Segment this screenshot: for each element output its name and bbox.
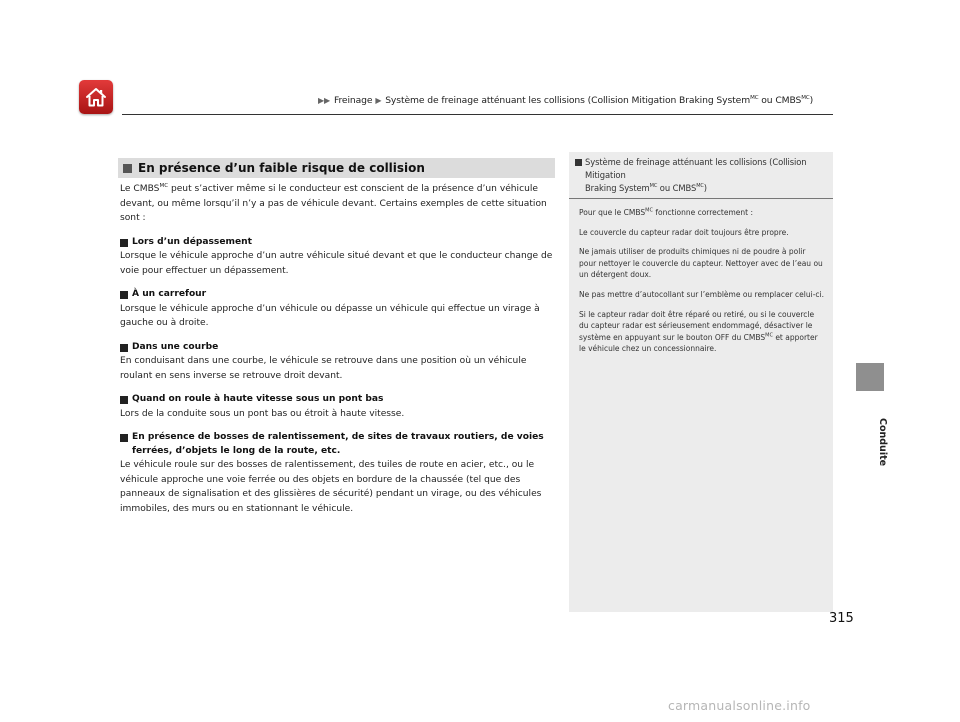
subheading-pont-bas: Quand on roule à haute vitesse sous un pont bas: [120, 393, 555, 407]
bullet-square-icon: [120, 396, 128, 404]
sidebar-note-3: Ne jamais utiliser de produits chimiques ni de poudre à polir pour nettoyer le couvercle du capteur. Nettoyer avec de l’eau ou un détergent doux.: [579, 247, 823, 280]
breadcrumb-arrow-icon: ▶▶: [318, 96, 331, 106]
subheading-depassement: Lors d’un dépassement: [120, 236, 555, 250]
subheading-courbe: Dans une courbe: [120, 341, 555, 355]
sidebar-note-2: Le couvercle du capteur radar doit toujours être propre.: [579, 227, 789, 237]
section-title-bar: [118, 158, 555, 178]
section-square-icon: [123, 164, 132, 173]
sidebar-note-5: Si le capteur radar doit être réparé ou retiré, ou si le couvercle du capteur radar est sérieusement endommagé, désactiver le système en appuyant sur le bouton OFF du $CMBS^{MC}$ et apporter le véhicule chez un concessionnaire.: [579, 309, 818, 354]
page-number: 315: [829, 611, 854, 626]
home-icon: [84, 86, 108, 108]
bullet-square-icon: [120, 239, 128, 247]
home-button[interactable]: [79, 80, 113, 114]
paragraph-courbe: En conduisant dans une courbe, le véhicule se retrouve dans une position où un véhicule roulant en sens inverse se retrouve droit devant.: [120, 356, 527, 381]
breadcrumb: [318, 95, 813, 106]
watermark-text: carmanualsonline.info: [668, 698, 811, 713]
breadcrumb-arrow-icon: ▶: [375, 96, 382, 106]
paragraph-carrefour: Lorsque le véhicule approche d’un véhicule ou dépasse un véhicule qui effectue un virage à gauche ou à droite.: [120, 303, 540, 328]
bullet-square-icon: [120, 434, 128, 442]
bullet-square-icon: [120, 344, 128, 352]
sidebar-note-panel: [569, 152, 833, 612]
main-content: [118, 158, 555, 516]
section-title: En présence d’un faible risque de collision: [138, 161, 425, 175]
chapter-tab[interactable]: [856, 363, 884, 391]
subheading-bosses: En présence de bosses de ralentissement, de sites de travaux routiers, de voies ferrées, d’objets le long de la route, etc.: [120, 431, 555, 458]
intro-paragraph: Le $CMBS^{MC}$ peut s’activer même si le conducteur est conscient de la présence d’un véhicule devant, ou même lorsqu’il n’y a pas de véhicule devant. Certains exemples de cette situation sont :: [120, 182, 547, 223]
subheading-carrefour: À un carrefour: [120, 288, 555, 302]
bullet-square-icon: [120, 291, 128, 299]
reference-marker-icon: [575, 159, 582, 166]
paragraph-bosses: Le véhicule roule sur des bosses de ralentissement, des tuiles de route en acier, etc., ou le véhicule approche une voie ferrée ou des objets en bordure de la chaussée (tel que des panneaux de signalisation et des glissières de sécurité) pendant un virage, ou des véhicules immobiles, des murs ou en stationnant le véhicule.: [120, 460, 542, 514]
breadcrumb-item-freinage[interactable]: Freinage: [333, 95, 373, 107]
breadcrumb-item-current: Système de freinage atténuant les collisions (Collision Mitigation Braking System$^{MC}$ ou $CMBS^{MC}$): [385, 95, 814, 107]
sidebar-title: Système de freinage atténuant les collisions (Collision Mitigation Braking System$^{MC}$ ou $CMBS^{MC}$): [569, 152, 833, 198]
paragraph-depassement: Lorsque le véhicule approche d’un autre véhicule situé devant et que le conducteur change de voie pour effectuer un dépassement.: [120, 251, 553, 276]
sidebar-divider: [569, 198, 833, 199]
header-divider: [122, 114, 833, 115]
chapter-tab-label: Conduite: [877, 418, 888, 467]
paragraph-pont-bas: Lors de la conduite sous un pont bas ou étroit à haute vitesse.: [120, 408, 405, 419]
sidebar-note-4: Ne pas mettre d’autocollant sur l’emblème ou remplacer celui-ci.: [579, 289, 824, 299]
sidebar-note-1: Pour que le $CMBS^{MC}$ fonctionne correctement :: [579, 207, 753, 217]
